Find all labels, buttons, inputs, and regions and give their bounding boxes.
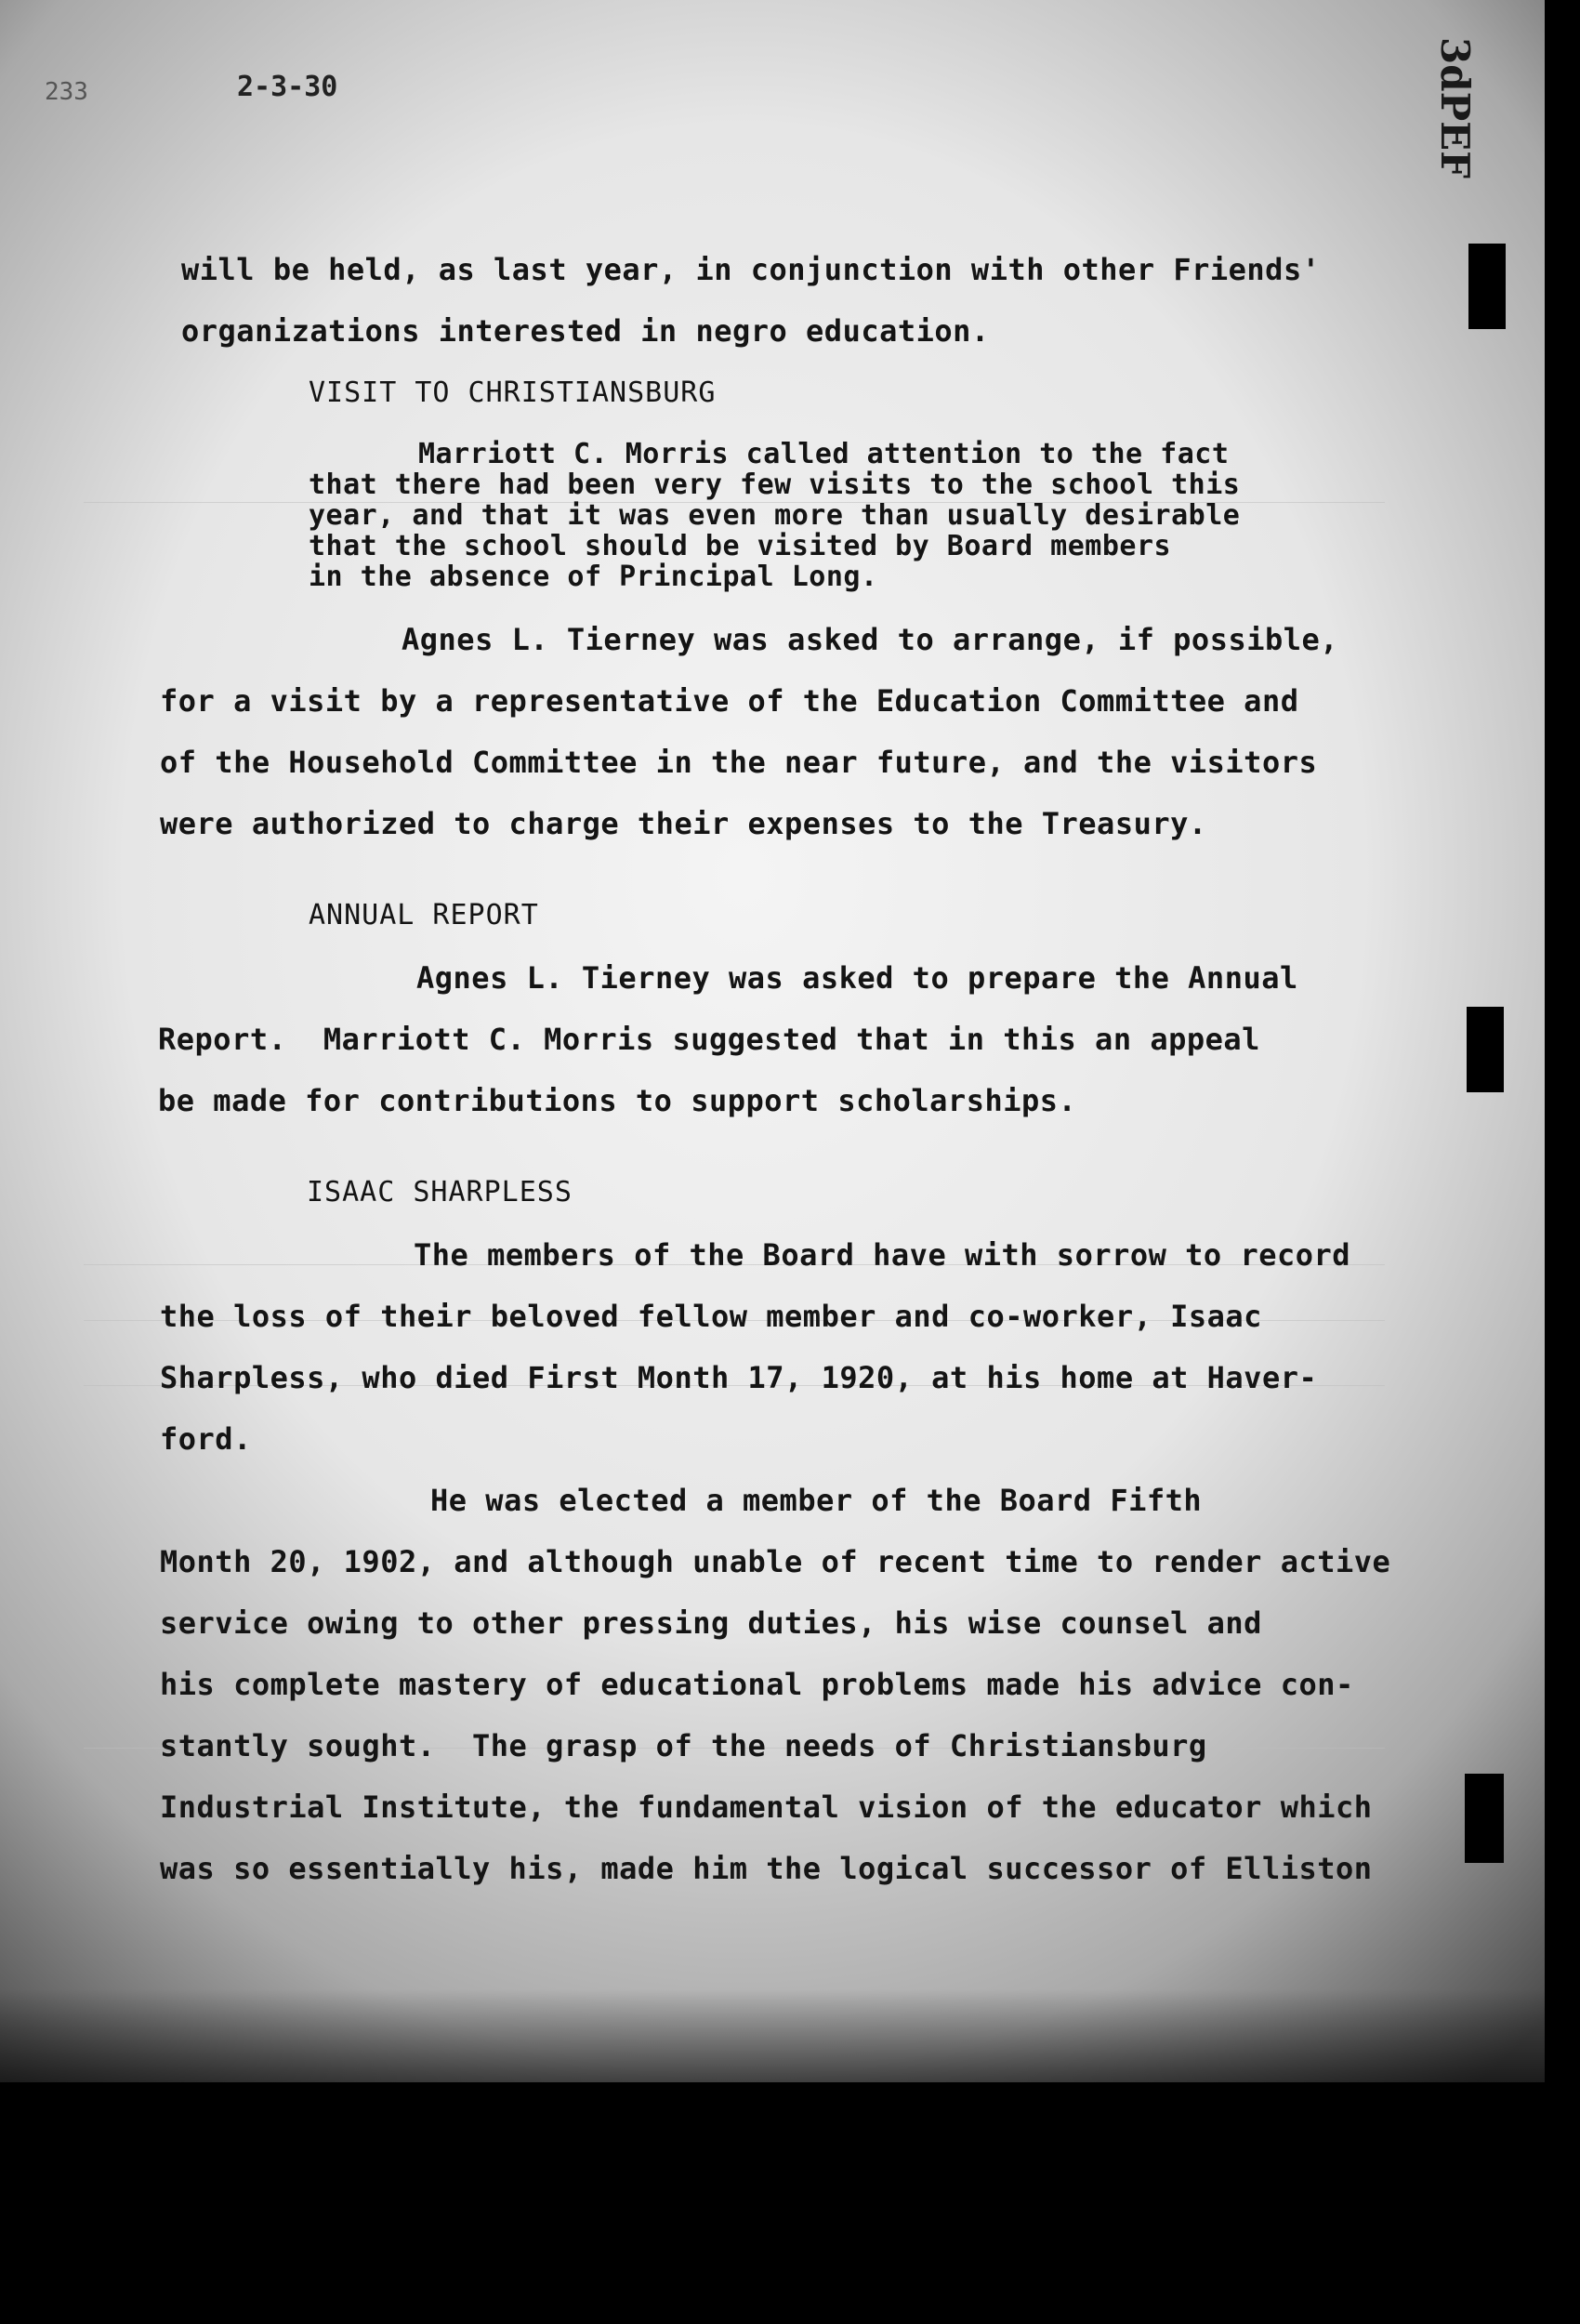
text-line: Sharpless, who died First Month 17, 1920, at his home at Haver- [160, 1360, 1318, 1395]
section-heading: VISIT TO CHRISTIANSBURG [309, 376, 717, 409]
text-line: Industrial Institute, the fundamental vision of the educator which [160, 1789, 1373, 1825]
text-line: that the school should be visited by Board members [309, 530, 1172, 562]
text-line: stantly sought. The grasp of the needs of Christiansburg [160, 1728, 1207, 1763]
text-line: Agnes L. Tierney was asked to arrange, if possible, [402, 622, 1339, 657]
page-number: 233 [45, 78, 88, 106]
text-line: Marriott C. Morris called attention to the fact [418, 438, 1230, 470]
text-line: Report. Marriott C. Morris suggested that in this an appeal [158, 1022, 1260, 1057]
section-heading: ANNUAL REPORT [309, 899, 539, 931]
registration-mark [1468, 244, 1506, 329]
text-line: of the Household Committee in the near future, and the visitors [160, 745, 1318, 780]
date-stamp: 2-3-30 [237, 71, 338, 103]
text-line: his complete mastery of educational problems made his advice con- [160, 1667, 1354, 1702]
text-line: in the absence of Principal Long. [309, 561, 878, 593]
text-line: Month 20, 1902, and although unable of recent time to render active [160, 1544, 1391, 1579]
text-line: be made for contributions to support scholarships. [158, 1083, 1077, 1118]
registration-mark [1467, 1007, 1504, 1092]
text-line: He was elected a member of the Board Fifth [430, 1483, 1203, 1518]
text-line: organizations interested in negro education. [181, 313, 990, 349]
film-border-bottom [0, 1989, 1580, 2324]
text-line: service owing to other pressing duties, his wise counsel and [160, 1605, 1262, 1641]
corner-code: 3dPEF [1432, 37, 1478, 179]
text-line: were authorized to charge their expenses to the Treasury. [160, 806, 1207, 841]
film-border-right [1545, 0, 1580, 2324]
section-heading: ISAAC SHARPLESS [307, 1176, 573, 1208]
text-line: for a visit by a representative of the Education Committee and [160, 683, 1299, 719]
text-line: ford. [160, 1421, 252, 1457]
text-line: The members of the Board have with sorrow to record [414, 1237, 1351, 1273]
registration-mark [1465, 1774, 1504, 1863]
text-line: the loss of their beloved fellow member and co-worker, Isaac [160, 1299, 1262, 1334]
text-line: Agnes L. Tierney was asked to prepare the Annual [416, 960, 1298, 996]
text-line: that there had been very few visits to the school this [309, 469, 1241, 501]
text-line: will be held, as last year, in conjunction with other Friends' [181, 252, 1321, 287]
text-line: was so essentially his, made him the logical successor of Elliston [160, 1851, 1373, 1886]
text-line: year, and that it was even more than usually desirable [309, 499, 1241, 532]
